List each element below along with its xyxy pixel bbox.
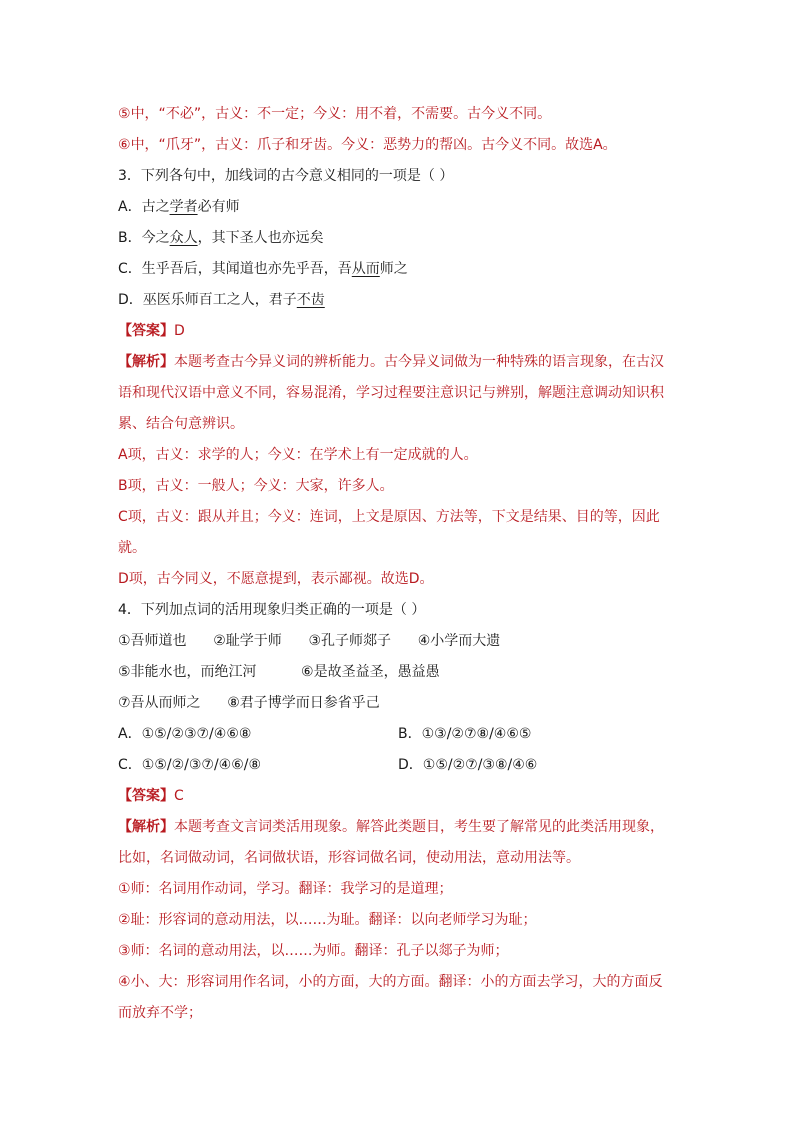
question-3-analysis-line-1: 【解析】本题考查古今异义词的辨析能力。古今异义词做为一种特殊的语言现象，在古汉 [118,354,664,370]
question-4-sentences-row-2: ⑤非能水也，而绝江河 ⑥是故圣益圣，愚益愚 [118,664,440,680]
question-3-answer: 【答案】D [118,323,185,339]
question-3-analysis-line-3: 累、结合句意辨识。 [118,416,244,432]
question-4-answer: 【答案】C [118,788,184,804]
question-4-stem: 4．下列加点词的活用现象归类正确的一项是（ ） [118,602,426,618]
question-3-analysis-item-b: B项，古义：一般人；今义：大家，许多人。 [118,478,394,494]
question-4-analysis-item-4: ④小、大：形容词用作名词，小的方面，大的方面。翻译：小的方面去学习，大的方面反 [118,974,663,990]
question-3-option-b: B．今之众人，其下圣人也亦远矣 [118,230,324,246]
question-3-analysis-line-2: 语和现代汉语中意义不同，容易混淆，学习过程要注意识记与辨别，解题注意调动知识积 [118,385,664,401]
question-4-options-row-1 [118,719,678,750]
question-4-analysis-item-1: ①师：名词用作动词，学习。翻译：我学习的是道理； [118,881,453,897]
question-4-analysis-line-2: 比如，名词做动词，名词做状语，形容词做名词，使动用法，意动用法等。 [118,850,580,866]
question-4-option-d: D．①⑤/②⑦/③⑧/④⑥ [398,757,538,773]
question-3-option-c: C．生乎吾后，其闻道也亦先乎吾，吾从而师之 [118,261,408,277]
question-4-option-a: A．①⑤/②③⑦/④⑥⑧ [118,726,252,742]
explanation-line-6: ⑥中，“爪牙”，古义：爪子和牙齿。今义：恶势力的帮凶。古今义不同。故选A。 [118,137,617,153]
question-4-option-c: C．①⑤/②/③⑦/④⑥/⑧ [118,757,262,773]
question-4-option-b: B．①③/②⑦⑧/④⑥⑤ [398,726,532,742]
document-content [118,99,678,1029]
question-4-analysis-item-2: ②耻：形容词的意动用法，以……为耻。翻译：以向老师学习为耻； [118,912,537,928]
question-3-stem: 3．下列各句中，加线词的古今意义相同的一项是（ ） [118,168,454,184]
question-4-options-row-2 [118,750,678,781]
question-3-option-a: A．古之学者必有师 [118,199,240,215]
question-4-sentences-row-1: ①吾师道也 ②耻学于师 ③孔子师郯子 ④小学而大遗 [118,633,501,649]
question-3-option-d: D．巫医乐师百工之人，君子不齿 [118,292,325,308]
question-3-analysis-item-d: D项，古今同义，不愿意提到，表示鄙视。故选D。 [118,571,434,587]
question-3-analysis-item-c-cont: 就。 [118,540,146,556]
explanation-line-5: ⑤中，“不必”，古义：不一定；今义：用不着，不需要。古今义不同。 [118,106,552,122]
question-4-analysis-item-4-cont: 而放弃不学； [118,1005,202,1021]
question-4-sentences-row-3: ⑦吾从而师之 ⑧君子博学而日参省乎己 [118,695,380,711]
question-3-analysis-item-c: C项，古义：跟从并且；今义：连词，上文是原因、方法等，下文是结果、目的等，因此 [118,509,660,525]
question-4-analysis-item-3: ③师：名词的意动用法，以……为师。翻译：孔子以郯子为师； [118,943,509,959]
question-4-analysis-line-1: 【解析】本题考查文言词类活用现象。解答此类题目，考生要了解常见的此类活用现象， [118,819,664,835]
question-3-analysis-item-a: A项，古义：求学的人；今义：在学术上有一定成就的人。 [118,447,478,463]
